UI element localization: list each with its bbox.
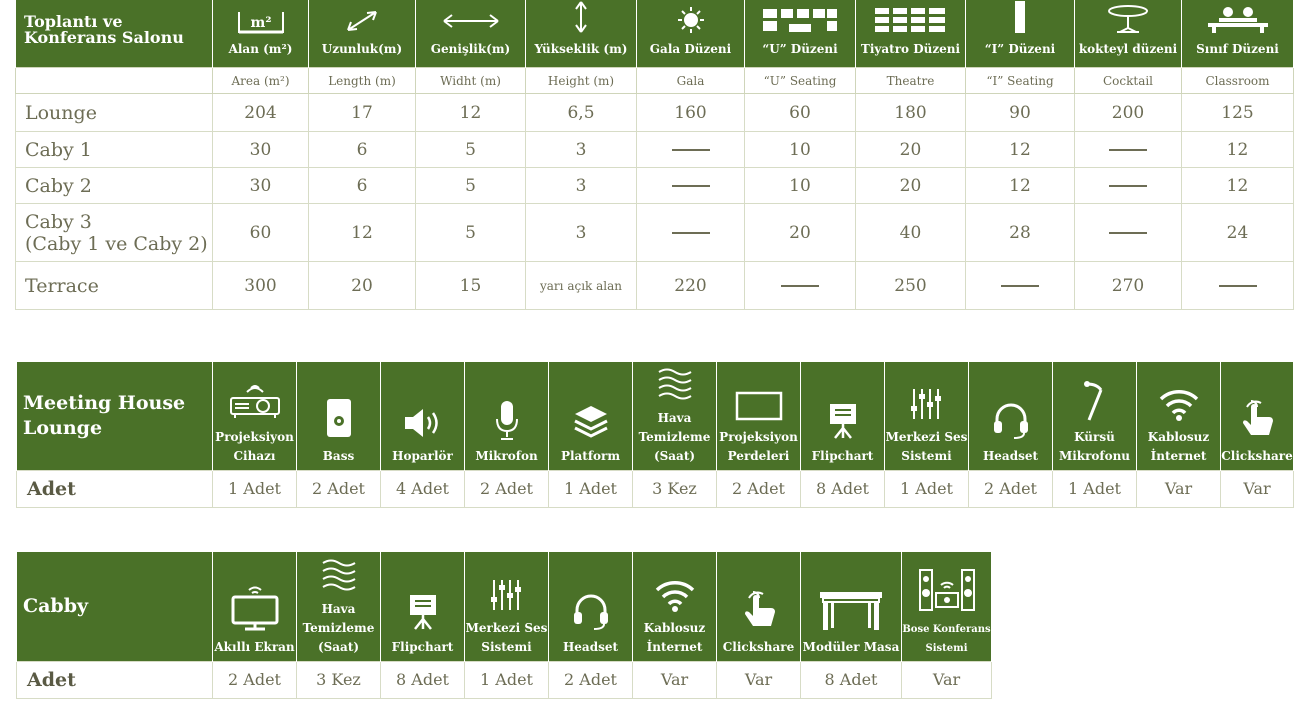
- svg-text:m²: m²: [250, 15, 271, 31]
- table-cell: 1 Adet: [885, 470, 969, 507]
- equipment-header: Flipchart: [381, 552, 465, 661]
- air-cleaning-icon: [655, 367, 695, 403]
- table-cell: 2 Adet: [717, 470, 801, 507]
- subheader-height: Height (m): [526, 68, 637, 94]
- room-name: Lounge: [16, 94, 213, 132]
- table-cell: 12: [966, 132, 1075, 168]
- table-cell: 12: [1182, 168, 1294, 204]
- table-cell: 15: [416, 262, 526, 310]
- table-cell: 6: [309, 132, 416, 168]
- room-name: Caby 3 (Caby 1 ve Caby 2): [16, 204, 213, 262]
- dash-mark: [1001, 285, 1039, 287]
- table-row: [16, 94, 1294, 132]
- projector-icon: [227, 382, 283, 422]
- platform-icon: [572, 403, 610, 441]
- table-cell: 3: [526, 132, 637, 168]
- flipchart-icon: [406, 592, 440, 632]
- column-i-seating: “I” Düzeni: [966, 0, 1075, 68]
- wifi-icon: [653, 577, 697, 613]
- table-cell: 3: [526, 168, 637, 204]
- column-theatre: Tiyatro Düzeni: [856, 0, 966, 68]
- cocktail-icon: [1105, 4, 1151, 34]
- table-row: [16, 262, 1294, 310]
- u-seating-icon: [761, 6, 839, 34]
- table-cell: [1182, 262, 1294, 310]
- cabby-table-title: Cabby: [17, 552, 213, 661]
- bass-icon: [324, 397, 354, 441]
- table-cell: Var: [902, 661, 992, 698]
- table-cell: 4 Adet: [381, 470, 465, 507]
- table-cell: 2 Adet: [465, 470, 549, 507]
- table-cell: 90: [966, 94, 1075, 132]
- conference-table-title: Toplantı ve Konferans Salonu: [16, 0, 213, 68]
- subheader-theatre: Theatre: [856, 68, 966, 94]
- mixer-icon: [909, 386, 945, 422]
- dash-mark: [672, 232, 710, 234]
- wifi-icon: [1157, 386, 1201, 422]
- table-cell: 5: [416, 204, 526, 262]
- table-cell: 40: [856, 204, 966, 262]
- table-cell: 60: [745, 94, 856, 132]
- row-label: Adet: [17, 470, 213, 507]
- table-cell: 250: [856, 262, 966, 310]
- equipment-header: Mikrofon: [465, 362, 549, 470]
- table-cell: [637, 204, 745, 262]
- dash-mark: [672, 149, 710, 151]
- equipment-header: Hava Temizleme (Saat): [297, 552, 381, 661]
- table-cell: 30: [213, 132, 309, 168]
- width-icon: [441, 8, 501, 34]
- column-area: m² Alan (m²): [213, 0, 309, 68]
- length-icon: [342, 8, 382, 34]
- headset-icon: [571, 592, 611, 632]
- table-cell: 5: [416, 132, 526, 168]
- subheader-cocktail: Cocktail: [1075, 68, 1182, 94]
- table-cell: 8 Adet: [801, 661, 902, 698]
- equipment-header: Bass: [297, 362, 381, 470]
- table-row: [16, 132, 1294, 168]
- subheader-u-seating: “U” Seating: [745, 68, 856, 94]
- table-cell: 3 Kez: [297, 661, 381, 698]
- table-cell: [966, 262, 1075, 310]
- subheader-blank: [16, 68, 213, 94]
- equipment-header: Merkezi Ses Sistemi: [465, 552, 549, 661]
- table-cell: Var: [1137, 470, 1221, 507]
- table-cell: 10: [745, 168, 856, 204]
- theatre-icon: [873, 6, 949, 34]
- bose-system-icon: [917, 567, 977, 613]
- table-cell: 17: [309, 94, 416, 132]
- equipment-header: Merkezi Ses Sistemi: [885, 362, 969, 470]
- conference-capacity-table: [15, 0, 1294, 310]
- table-row: [16, 168, 1294, 204]
- table-cell: [1075, 132, 1182, 168]
- table-cell: 3: [526, 204, 637, 262]
- table-cell: [1075, 168, 1182, 204]
- smart-screen-icon: [229, 584, 281, 632]
- equipment-header: Headset: [549, 552, 633, 661]
- headset-icon: [991, 401, 1031, 441]
- table-cell: 20: [856, 132, 966, 168]
- area-icon: [236, 10, 286, 34]
- table-cell: Var: [717, 661, 801, 698]
- table-cell: 28: [966, 204, 1075, 262]
- table-cell: 1 Adet: [549, 470, 633, 507]
- table-cell: [637, 168, 745, 204]
- column-width: Genişlik(m): [416, 0, 526, 68]
- mixer-icon: [489, 577, 525, 613]
- equipment-header: Hoparlör: [381, 362, 465, 470]
- dash-mark: [1109, 185, 1147, 187]
- room-name: Caby 2: [16, 168, 213, 204]
- room-name: Terrace: [16, 262, 213, 310]
- flipchart-icon: [826, 401, 860, 441]
- equipment-header: Projeksiyon Cihazı: [213, 362, 297, 470]
- microphone-icon: [493, 399, 521, 441]
- table-cell: 6: [309, 168, 416, 204]
- table-row: [16, 204, 1294, 262]
- equipment-header: Kablosuz İnternet: [1137, 362, 1221, 470]
- table-cell: 125: [1182, 94, 1294, 132]
- subheader-width: Widht (m): [416, 68, 526, 94]
- table-cell: 8 Adet: [801, 470, 885, 507]
- podium-mic-icon: [1081, 380, 1109, 422]
- table-cell: 8 Adet: [381, 661, 465, 698]
- equipment-header: Modüler Masa: [801, 552, 902, 661]
- gala-icon: [675, 6, 707, 34]
- projection-screen-icon: [734, 390, 784, 422]
- column-gala: Gala Düzeni: [637, 0, 745, 68]
- column-cocktail: kokteyl düzeni: [1075, 0, 1182, 68]
- table-cell: [637, 132, 745, 168]
- equipment-header: Bose Konferans Sistemi: [902, 552, 992, 661]
- table-cell: 180: [856, 94, 966, 132]
- clickshare-icon: [739, 588, 779, 632]
- table-cell: 2 Adet: [969, 470, 1053, 507]
- cabby-equipment-table: [16, 552, 992, 699]
- i-seating-icon: [1012, 0, 1028, 34]
- table-cell: 20: [309, 262, 416, 310]
- table-cell: 20: [856, 168, 966, 204]
- equipment-header: Clickshare: [1221, 362, 1294, 470]
- table-cell: Var: [1221, 470, 1294, 507]
- table-cell: 10: [745, 132, 856, 168]
- dash-mark: [672, 185, 710, 187]
- dash-mark: [781, 285, 819, 287]
- table-cell: 2 Adet: [213, 661, 297, 698]
- equipment-header: Platform: [549, 362, 633, 470]
- table-cell: 270: [1075, 262, 1182, 310]
- air-cleaning-icon: [319, 558, 359, 594]
- table-cell: 60: [213, 204, 309, 262]
- table-cell: 160: [637, 94, 745, 132]
- subheader-classroom: Classroom: [1182, 68, 1294, 94]
- equipment-header: Akıllı Ekran: [213, 552, 297, 661]
- table-cell: 12: [416, 94, 526, 132]
- table-cell: [1075, 204, 1182, 262]
- column-classroom: Sınıf Düzeni: [1182, 0, 1294, 68]
- subheader-length: Length (m): [309, 68, 416, 94]
- table-cell: Var: [633, 661, 717, 698]
- table-cell: [745, 262, 856, 310]
- column-length: Uzunluk(m): [309, 0, 416, 68]
- equipment-header: Clickshare: [717, 552, 801, 661]
- speaker-icon: [402, 405, 444, 441]
- table-cell: 5: [416, 168, 526, 204]
- subheader-gala: Gala: [637, 68, 745, 94]
- table-cell: 3 Kez: [633, 470, 717, 507]
- modular-table-icon: [817, 588, 885, 632]
- table-cell: 30: [213, 168, 309, 204]
- column-u-seating: “U” Düzeni: [745, 0, 856, 68]
- table-cell: 204: [213, 94, 309, 132]
- dash-mark: [1109, 149, 1147, 151]
- table-cell: 1 Adet: [1053, 470, 1137, 507]
- table-cell: 20: [745, 204, 856, 262]
- table-cell: 200: [1075, 94, 1182, 132]
- equipment-header: Kürsü Mikrofonu: [1053, 362, 1137, 470]
- table-cell: 300: [213, 262, 309, 310]
- table-cell: 2 Adet: [549, 661, 633, 698]
- meeting-table-title: Meeting House Lounge: [17, 362, 213, 470]
- equipment-header: Flipchart: [801, 362, 885, 470]
- table-cell: 220: [637, 262, 745, 310]
- table-cell: 2 Adet: [297, 470, 381, 507]
- equipment-header: Hava Temizleme (Saat): [633, 362, 717, 470]
- classroom-icon: [1204, 4, 1272, 34]
- table-cell: yarı açık alan: [526, 262, 637, 310]
- equipment-header: Headset: [969, 362, 1053, 470]
- meeting-house-equipment-table: [16, 362, 1294, 508]
- table-cell: 12: [1182, 132, 1294, 168]
- column-height: Yükseklik (m): [526, 0, 637, 68]
- table-cell: 12: [309, 204, 416, 262]
- equipment-header: Kablosuz İnternet: [633, 552, 717, 661]
- subheader-area: Area (m²): [213, 68, 309, 94]
- table-cell: 1 Adet: [465, 661, 549, 698]
- table-cell: 12: [966, 168, 1075, 204]
- clickshare-icon: [1237, 397, 1277, 441]
- height-icon: [571, 0, 591, 34]
- room-name: Caby 1: [16, 132, 213, 168]
- table-cell: 24: [1182, 204, 1294, 262]
- equipment-header: Projeksiyon Perdeleri: [717, 362, 801, 470]
- row-label: Adet: [17, 661, 213, 698]
- dash-mark: [1109, 232, 1147, 234]
- table-cell: 1 Adet: [213, 470, 297, 507]
- dash-mark: [1219, 285, 1257, 287]
- subheader-i-seating: “I” Seating: [966, 68, 1075, 94]
- table-cell: 6,5: [526, 94, 637, 132]
